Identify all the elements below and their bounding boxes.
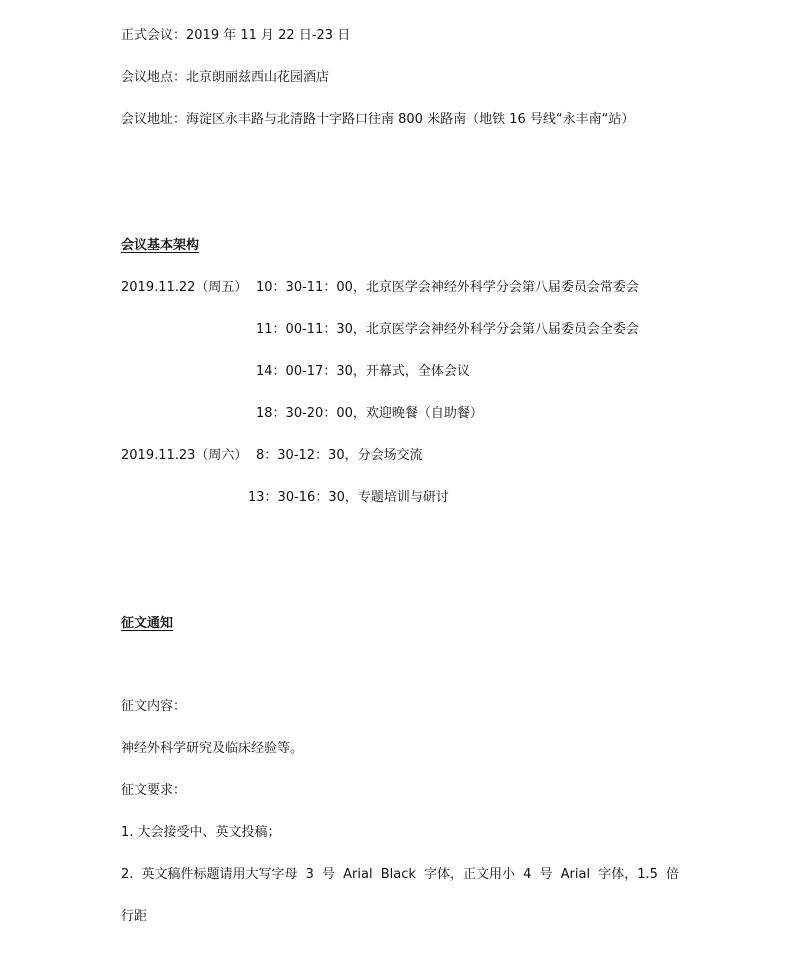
schedule-item: 18：30-20：00，欢迎晚餐（自助餐）: [256, 406, 483, 421]
meeting-address: 会议地址：海淀区永丰路与北清路十字路口往南 800 米路南（地铁 16 号线“永丰南“站）: [121, 112, 635, 127]
schedule-item: 11：00-11：30，北京医学会神经外科学分会第八届委员会全委会: [256, 322, 639, 337]
req2-part: 3: [305, 867, 314, 882]
req2-part: Arial: [343, 867, 373, 882]
req2-part: 号: [539, 867, 553, 882]
req2-part: 字体，1.5: [598, 867, 658, 882]
req2-part: Arial: [560, 867, 591, 882]
requirement-1: 1. 大会接受中、英文投稿；: [121, 825, 281, 840]
req2-part: 号: [322, 867, 336, 882]
req2-part: 字体，正文用小: [424, 867, 516, 882]
schedule-item: 10：30-11：00，北京医学会神经外科学分会第八届委员会常委会: [256, 280, 639, 295]
structure-heading: 会议基本架构: [121, 238, 200, 253]
meeting-venue: 会议地点：北京朗丽兹西山花园酒店: [121, 70, 330, 85]
content-label: 征文内容：: [121, 699, 187, 714]
req2-part: 英文稿件标题请用大写字母: [141, 867, 298, 882]
requirement-2: [121, 866, 679, 884]
schedule-date-day1: 2019.11.22（周五）: [121, 280, 248, 295]
content-text: 神经外科学研究及临床经验等。: [121, 741, 304, 756]
requirements-label: 征文要求：: [121, 783, 187, 798]
schedule-item: 14：00-17：30，开幕式，全体会议: [256, 364, 470, 379]
req2-part: 倍: [665, 867, 679, 882]
schedule-item: 13：30-16：30，专题培训与研讨: [248, 490, 449, 505]
req2-part: 2.: [121, 867, 134, 882]
schedule-item: 8：30-12：30，分会场交流: [256, 448, 423, 463]
requirement-2-continued: 行距: [121, 909, 148, 924]
req2-part: Black: [380, 867, 416, 882]
formal-meeting-date: 正式会议：2019 年 11 月 22 日-23 日: [121, 28, 351, 43]
req2-part: 4: [523, 867, 532, 882]
schedule-date-day2: 2019.11.23（周六）: [121, 448, 248, 463]
call-for-papers-heading: 征文通知: [121, 616, 174, 631]
